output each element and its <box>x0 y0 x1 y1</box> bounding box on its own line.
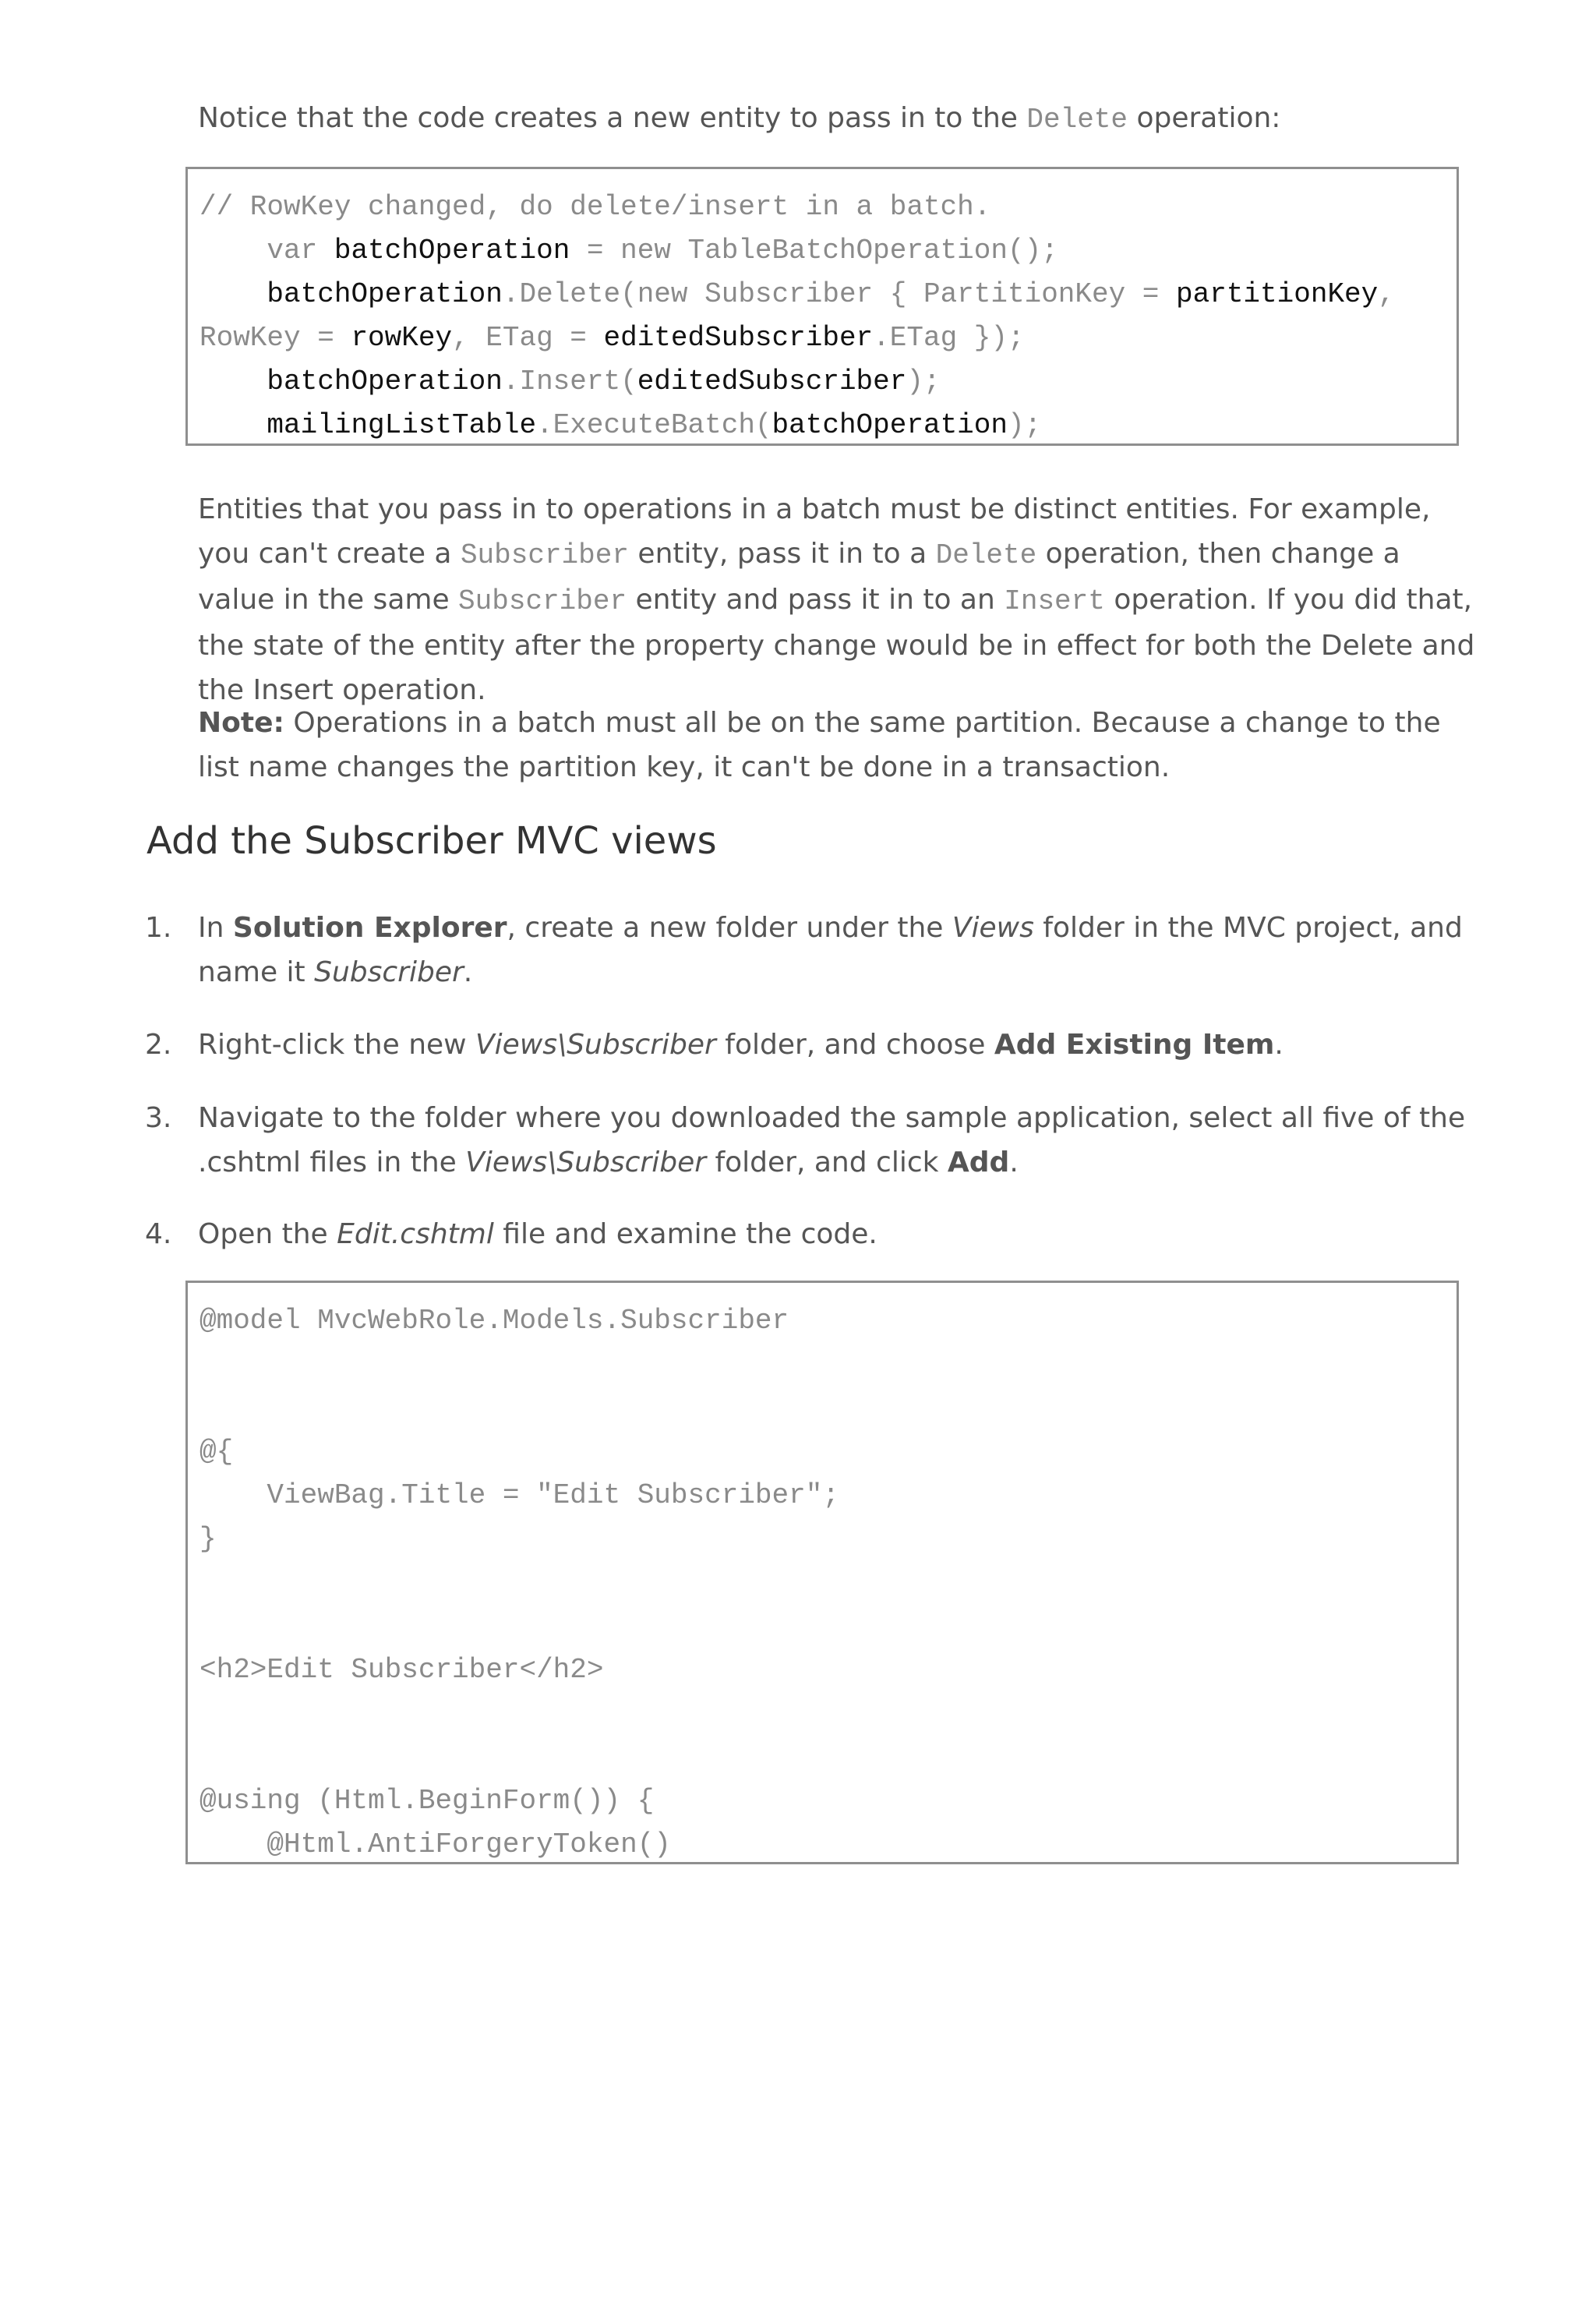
step-1-number: 1. <box>145 912 172 944</box>
code-line-6: mailingListTable.ExecuteBatch(batchOperation); <box>267 409 1042 441</box>
inline-code-delete: Delete <box>935 539 1037 571</box>
code-line-5: batchOperation.Insert(editedSubscriber); <box>267 366 941 397</box>
code-line-h2: <h2>Edit Subscriber</h2> <box>200 1654 604 1686</box>
code-line-viewbag: ViewBag.Title = "Edit Subscriber"; <box>200 1479 839 1511</box>
code-line-close-brace: } <box>200 1523 217 1555</box>
step-3-number: 3. <box>145 1102 172 1134</box>
inline-code-insert: Insert <box>1004 585 1105 617</box>
step-4-number: 4. <box>145 1218 172 1250</box>
code-block-batch <box>185 167 1459 446</box>
code-line-1: // RowKey changed, do delete/insert in a batch. <box>200 191 991 223</box>
code-line-4: RowKey = rowKey, ETag = editedSubscriber.ETag }); <box>200 322 1025 354</box>
code-line-open-brace: @{ <box>200 1436 234 1468</box>
intro-text-before: Notice that the code creates a new entity to pass in to the <box>198 102 1027 134</box>
note-label: Note: <box>198 707 284 739</box>
section-heading: Add the Subscriber MVC views <box>147 819 717 863</box>
step-2-text: Right-click the new Views\Subscriber folder, and choose Add Existing Item. <box>198 1029 1284 1061</box>
inline-code-subscriber: Subscriber <box>458 585 627 617</box>
code-block-edit-cshtml <box>185 1281 1459 1864</box>
inline-code-delete: Delete <box>1026 104 1128 136</box>
note-paragraph <box>198 701 1476 790</box>
step-2-number: 2. <box>145 1029 172 1061</box>
code-line-model: @model MvcWebRole.Models.Subscriber <box>200 1305 789 1337</box>
code-line-using: @using (Html.BeginForm()) { <box>200 1785 655 1817</box>
code-line-antiforgery: @Html.AntiForgeryToken() <box>200 1828 671 1860</box>
intro-text-after: operation: <box>1128 102 1281 134</box>
step-4-text: Open the Edit.cshtml file and examine the code. <box>198 1218 877 1250</box>
inline-code-subscriber: Subscriber <box>460 539 629 571</box>
step-1-text: In Solution Explorer, create a new folder under the Views folder in the MVC project, and name it Subscriber. <box>198 912 1463 988</box>
step-3-text: Navigate to the folder where you downloaded the sample application, select all five of the .cshtml files in the Views\Subscriber folder, and click Add. <box>198 1102 1466 1178</box>
intro-paragraph <box>198 96 1476 142</box>
entities-paragraph: Entities that you pass in to operations in a batch must be distinct entities. For example, you can't create a Subscriber entity, pass it in to a Delete operation, then change a value in the same Subscriber entity and pass it in to an Insert operation. If you did that, the state of the entity after the property change would be in effect for both the Delete and the Insert operation. <box>198 493 1475 706</box>
code-line-2: var batchOperation = new TableBatchOperation(); <box>267 235 1058 267</box>
code-line-3: batchOperation.Delete(new Subscriber { PartitionKey = partitionKey, <box>267 278 1395 310</box>
note-text: Operations in a batch must all be on the same partition. Because a change to the list name changes the partition key, it can't be done in a transaction. <box>198 707 1441 783</box>
